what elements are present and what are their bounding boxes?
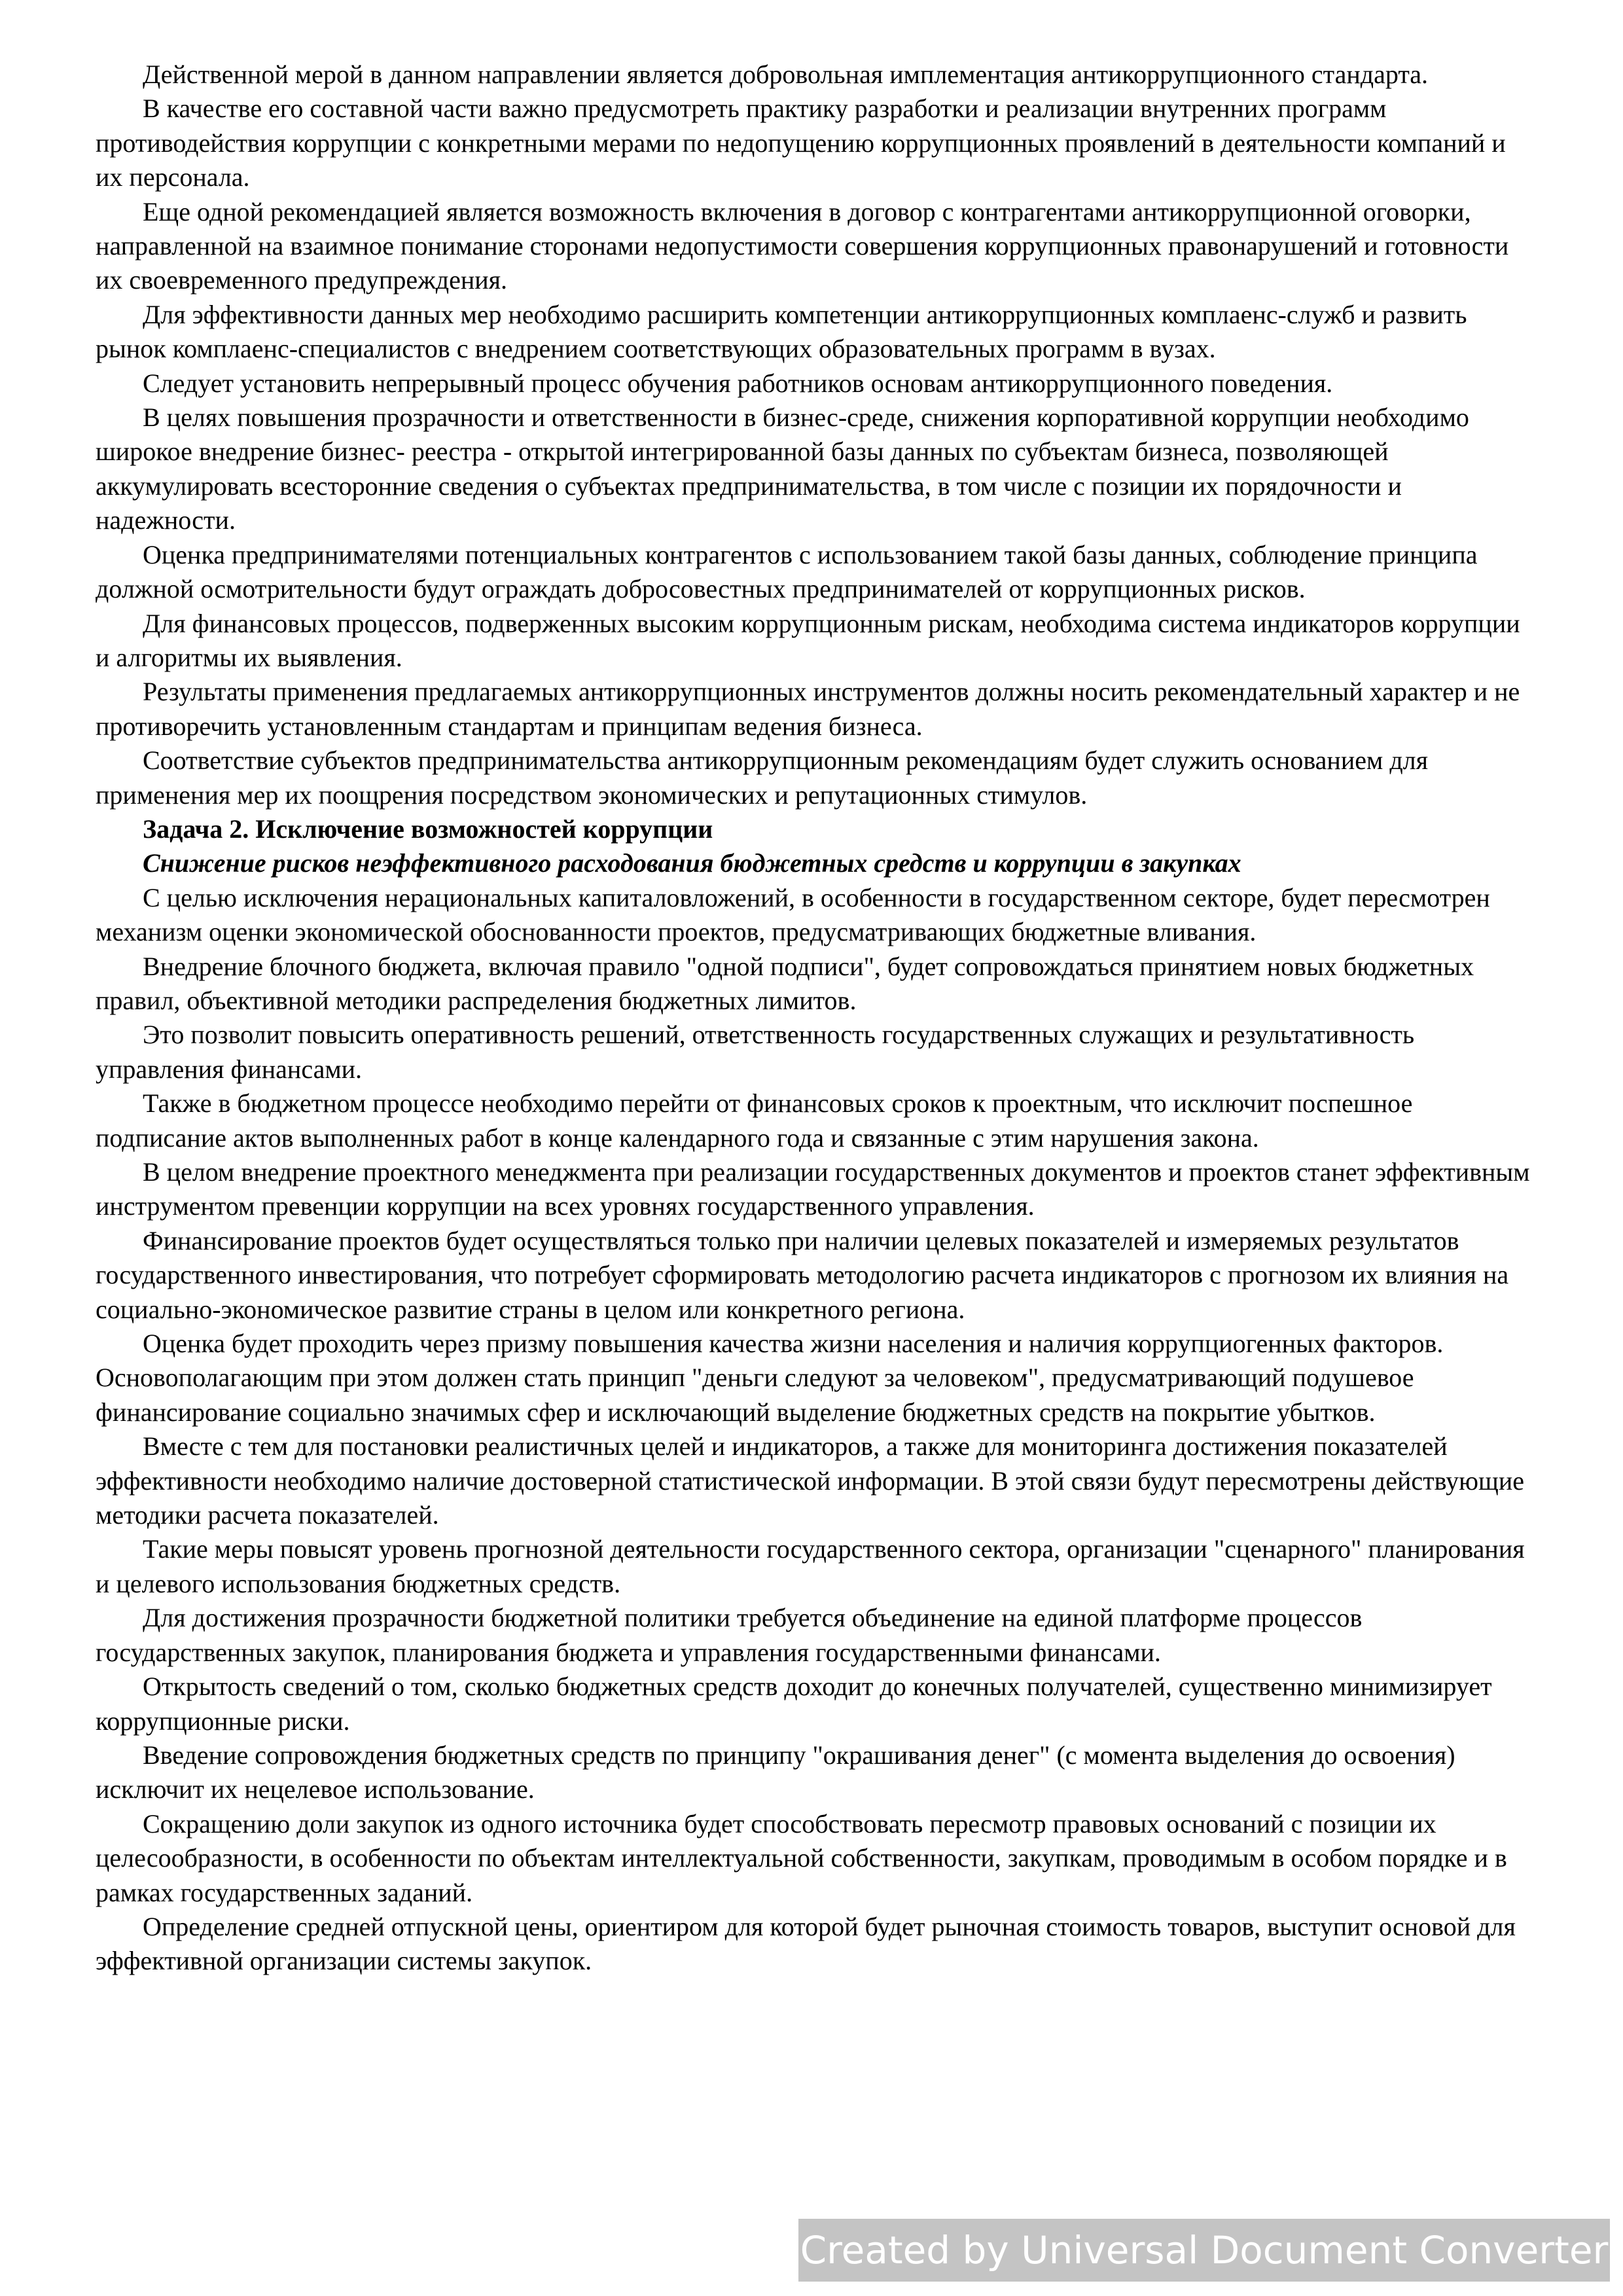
paragraph: Следует установить непрерывный процесс обучения работников основам антикоррупционного поведения.	[143, 368, 1333, 398]
paragraph: Сокращению доли закупок из одного источника будет способствовать пересмотр правовых оснований с позиции их целесообразности, в особенности по объектам интеллектуальной собственности, закупкам, проводимым в особом порядке и в рамках государственных заданий.	[96, 1808, 1507, 1907]
task-heading: Задача 2. Исключение возможностей коррупции	[143, 814, 713, 844]
paragraph: В целях повышения прозрачности и ответственности в бизнес-среде, снижения корпоративной коррупции необходимо широкое внедрение бизнес- реестра - открытой интегрированной базы данных по субъектам бизнеса, позволяющей аккумулировать всесторонние сведения о субъектах предпринимательства, в том числе с позиции их порядочности и надежности.	[96, 403, 1469, 535]
paragraph: Вместе с тем для постановки реалистичных целей и индикаторов, а также для мониторинга достижения показателей эффективности необходимо наличие достоверной статистической информации. В этой связи будут пересмотрены действующие методики расчета показателей.	[96, 1431, 1524, 1530]
paragraph: Открытость сведений о том, сколько бюджетных средств доходит до конечных получателей, существенно минимизирует коррупционные риски.	[96, 1672, 1492, 1736]
document-page	[96, 58, 1535, 1979]
paragraph: Для финансовых процессов, подверженных высоким коррупционным рискам, необходима система индикаторов коррупции и алгоритмы их выявления.	[96, 608, 1520, 672]
paragraph: Для эффективности данных мер необходимо расширить компетенции антикоррупционных комплаенс-служб и развить рынок комплаенс-специалистов с внедрением соответствующих образовательных программ в вузах.	[96, 299, 1467, 364]
paragraph: Это позволит повысить оперативность решений, ответственность государственных служащих и результативность управления финансами.	[96, 1020, 1415, 1084]
paragraph: В качестве его составной части важно предусмотреть практику разработки и реализации внутренних программ противодействия коррупции с конкретными мерами по недопущению коррупционных проявлений в деятельности компаний и их персонала.	[96, 94, 1506, 192]
paragraph: Определение средней отпускной цены, ориентиром для которой будет рыночная стоимость товаров, выступит основой для эффективной организации системы закупок.	[96, 1911, 1516, 1976]
paragraph: Введение сопровождения бюджетных средств по принципу "окрашивания денег" (с момента выделения до освоения) исключит их нецелевое использование.	[96, 1740, 1455, 1804]
paragraph: Еще одной рекомендацией является возможность включения в договор с контрагентами антикоррупционной оговорки, направленной на взаимное понимание сторонами недопустимости совершения коррупционных правонарушений и готовности их своевременного предупреждения.	[96, 196, 1509, 295]
paragraph: Финансирование проектов будет осуществляться только при наличии целевых показателей и измеряемых результатов государственного инвестирования, что потребует сформировать методологию расчета индикаторов с прогнозом их влияния на социально-экономическое развитие страны в целом или конкретного региона.	[96, 1225, 1509, 1324]
paragraph: В целом внедрение проектного менеджмента при реализации государственных документов и проектов станет эффективным инструментом превенции коррупции на всех уровнях государственного управления.	[96, 1157, 1530, 1221]
paragraph: Внедрение блочного бюджета, включая правило "одной подписи", будет сопровождаться принятием новых бюджетных правил, объективной методики распределения бюджетных лимитов.	[96, 951, 1474, 1015]
section-subtitle: Снижение рисков неэффективного расходования бюджетных средств и коррупции в закупках	[143, 848, 1241, 878]
paragraph: Оценка будет проходить через призму повышения качества жизни населения и наличия коррупциогенных факторов. Основополагающим при этом должен стать принцип "деньги следуют за человеком", предусматривающий подушевое финансирование социально значимых сфер и исключающий выделение бюджетных средств на покрытие убытков.	[96, 1329, 1444, 1427]
paragraph: Также в бюджетном процессе необходимо перейти от финансовых сроков к проектным, что исключит поспешное подписание актов выполненных работ в конце календарного года и связанные с этим нарушения закона.	[96, 1088, 1413, 1153]
converter-watermark: Created by Universal Document Converter	[798, 2219, 1610, 2282]
paragraph: С целью исключения нерациональных капиталовложений, в особенности в государственном секторе, будет пересмотрен механизм оценки экономической обоснованности проектов, предусматривающих бюджетные вливания.	[96, 882, 1490, 947]
paragraph: Соответствие субъектов предпринимательства антикоррупционным рекомендациям будет служить основанием для применения мер их поощрения посредством экономических и репутационных стимулов.	[96, 745, 1429, 810]
paragraph: Действенной мерой в данном направлении является добровольная имплементация антикоррупционного стандарта.	[143, 60, 1429, 89]
paragraph: Такие меры повысят уровень прогнозной деятельности государственного сектора, организации "сценарного" планирования и целевого использования бюджетных средств.	[96, 1534, 1525, 1598]
paragraph: Оценка предпринимателями потенциальных контрагентов с использованием такой базы данных, соблюдение принципа должной осмотрительности будут ограждать добросовестных предпринимателей от коррупционных рисков.	[96, 539, 1478, 604]
paragraph: Для достижения прозрачности бюджетной политики требуется объединение на единой платформе процессов государственных закупок, планирования бюджета и управления государственными финансами.	[96, 1603, 1363, 1667]
paragraph: Результаты применения предлагаемых антикоррупционных инструментов должны носить рекомендательный характер и не противоречить установленным стандартам и принципам ведения бизнеса.	[96, 677, 1520, 741]
